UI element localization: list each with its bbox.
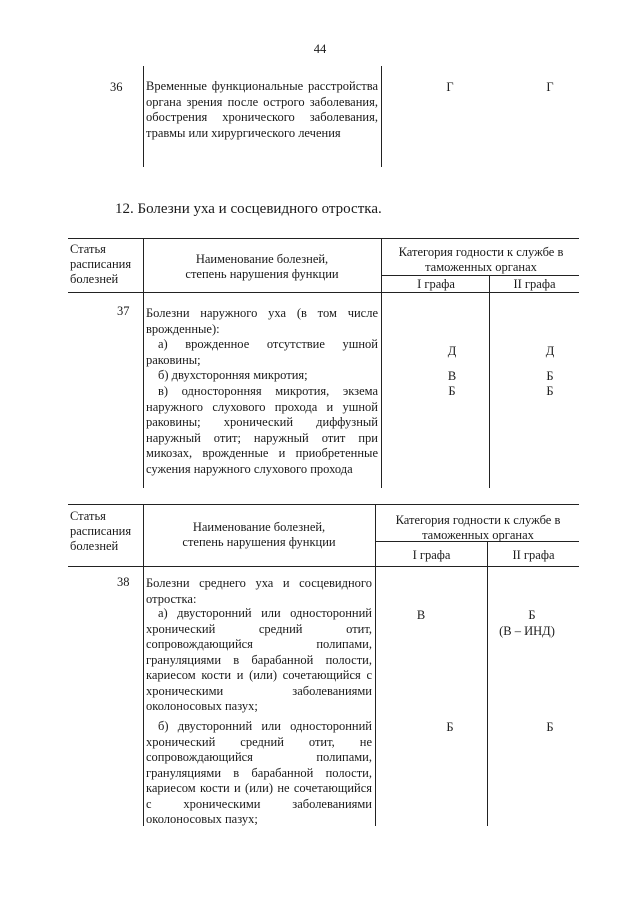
table1-header-col1: I графа [417,277,455,291]
table2-header-col1: I графа [412,548,451,562]
row37-item-b: б) двухсторонняя микротия; [158,368,308,382]
table1-header-article: Статья расписания болезней [70,242,132,286]
row37-title: Болезни наружного уха (в том числе врожденные): [146,306,378,336]
table2-header-category: Категория годности к службе в таможенных органах [395,513,561,542]
row38-number: 38 [117,575,130,589]
table1-header-name-1: Наименование болезней, [195,252,329,266]
row37-item-a-col2: Д [545,344,555,358]
table1-header-col2: II графа [513,277,556,291]
row37-item-c-col2: Б [546,384,554,398]
row36-text: Временные функциональные расстройства органа зрения после острого заболевания, обострения хронического заболевания, травмы или хирургического лечения [146,79,378,140]
section-title: 12. Болезни уха и сосцевидного отростка. [115,201,382,217]
table2-vline-1 [143,504,144,826]
table2-vline-3 [487,541,488,826]
table1-vline-3 [489,275,490,488]
row38-item-a-col1: В [416,608,426,622]
page-number: 44 [313,42,327,56]
table2-header-name-2: степень нарушения функции [182,535,336,549]
row36-left-border [143,66,144,167]
row37-item-a-col1: Д [447,344,457,358]
row37-item-c-col1: Б [448,384,456,398]
row38-item-b: б) двусторонний или односторонний хронический средний отит, не сопровождающийся полипами, грануляциями в барабанной полости, кариесом кости и (или) не сочетающийся с хроническими заболеваниями околоносовых пазух; [146,719,372,826]
row36-number: 36 [110,80,123,94]
table2-header-article: Статья расписания болезней [70,509,132,553]
table2-header-name-1: Наименование болезней, [192,520,326,534]
table1-subheader-border [381,275,579,276]
row38-item-a-col2b: (В – ИНД) [499,624,555,638]
row36-col1: Г [446,80,454,94]
table2-top-border [68,504,579,505]
row38-title: Болезни среднего уха и сосцевидного отростка: [146,576,372,606]
row37-item-a: а) врожденное отсутствие ушной раковины; [146,337,378,367]
row38-item-b-col1: Б [446,720,454,734]
row37-number: 37 [117,304,130,318]
table1-header-name-2: степень нарушения функции [185,267,339,281]
table2-header-col2: II графа [512,548,555,562]
table1-header-category: Категория годности к службе в таможенных органах [398,245,564,274]
table1-top-border [68,238,579,239]
row38-item-a-col2: Б [528,608,536,622]
row37-item-b-col1: В [447,369,457,383]
table1-vline-1 [143,238,144,488]
table2-header-bottom-border [68,566,579,567]
row36-mid-border [381,66,382,167]
row38-item-b-col2: Б [546,720,554,734]
row37-item-c: в) односторонняя микротия, экзема наружного слухового прохода и ушной раковины; хронический диффузный наружный отит; наружный отит при микозах, врожденные и приобретенные сужения наружного слухового прохода [146,384,378,476]
row36-col2: Г [546,80,554,94]
row37-item-b-col2: Б [546,369,554,383]
row38-item-a: а) двусторонний или односторонний хронический средний отит, сопровождающийся полипами, грануляциями в барабанной полости, кариесом кости и (или) сочетающийся с хроническими заболеваниями околоносовых пазух; [146,606,372,713]
